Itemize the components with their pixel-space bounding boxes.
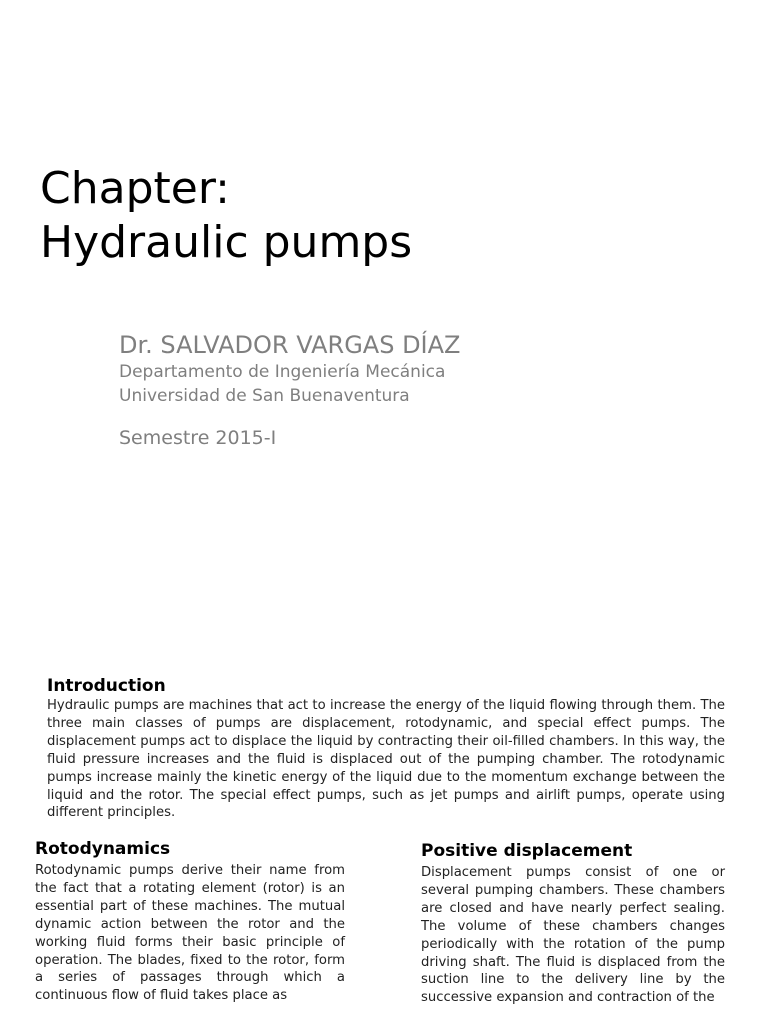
rotodynamics-section [35, 839, 345, 1005]
chapter-title [40, 162, 412, 270]
positive-displacement-text: Displacement pumps consist of one or several pumping chambers. These chambers are closed and have nearly perfect sealing. The volume of these chambers changes periodically with the rotation of the pump driving shaft. The fluid is displaced from the suction line to the delivery line by the successive expansion and contraction of the [421, 865, 725, 1006]
chapter-title-line2: Hydraulic pumps [40, 217, 413, 268]
rotodynamics-heading: Rotodynamics [35, 839, 171, 859]
rotodynamics-text: Rotodynamic pumps derive their name from the fact that a rotating element (rotor) is an essential part of these machines. The mutual dynamic action between the rotor and the working fluid forms their basic principle of operation. The blades, fixed to the rotor, form a series of passages through which a continuous flow of fluid takes place as [35, 863, 345, 1004]
positive-displacement-heading: Positive displacement [421, 841, 633, 861]
author-university: Universidad de San Buenaventura [119, 386, 410, 406]
semester-label: Semestre 2015-I [119, 427, 277, 449]
chapter-title-line1: Chapter: [40, 163, 230, 214]
author-block [119, 330, 460, 450]
introduction-heading: Introduction [47, 676, 166, 696]
positive-displacement-section [421, 841, 725, 1007]
introduction-text: Hydraulic pumps are machines that act to increase the energy of the liquid flowing through them. The three main classes of pumps are displacement, rotodynamic, and special effect pumps. The displacement pumps act to displace the liquid by contracting their oil-filled chambers. In this way, the fluid pressure increases and the fluid is displaced out of the pumping chamber. The rotodynamic pumps increase mainly the kinetic energy of the liquid due to the momentum exchange between the liquid and the rotor. The special effect pumps, such as jet pumps and airlift pumps, operate using different principles. [47, 698, 725, 821]
introduction-section [47, 676, 725, 822]
author-department: Departamento de Ingeniería Mecánica [119, 362, 446, 382]
author-name: Dr. SALVADOR VARGAS DÍAZ [119, 331, 461, 359]
